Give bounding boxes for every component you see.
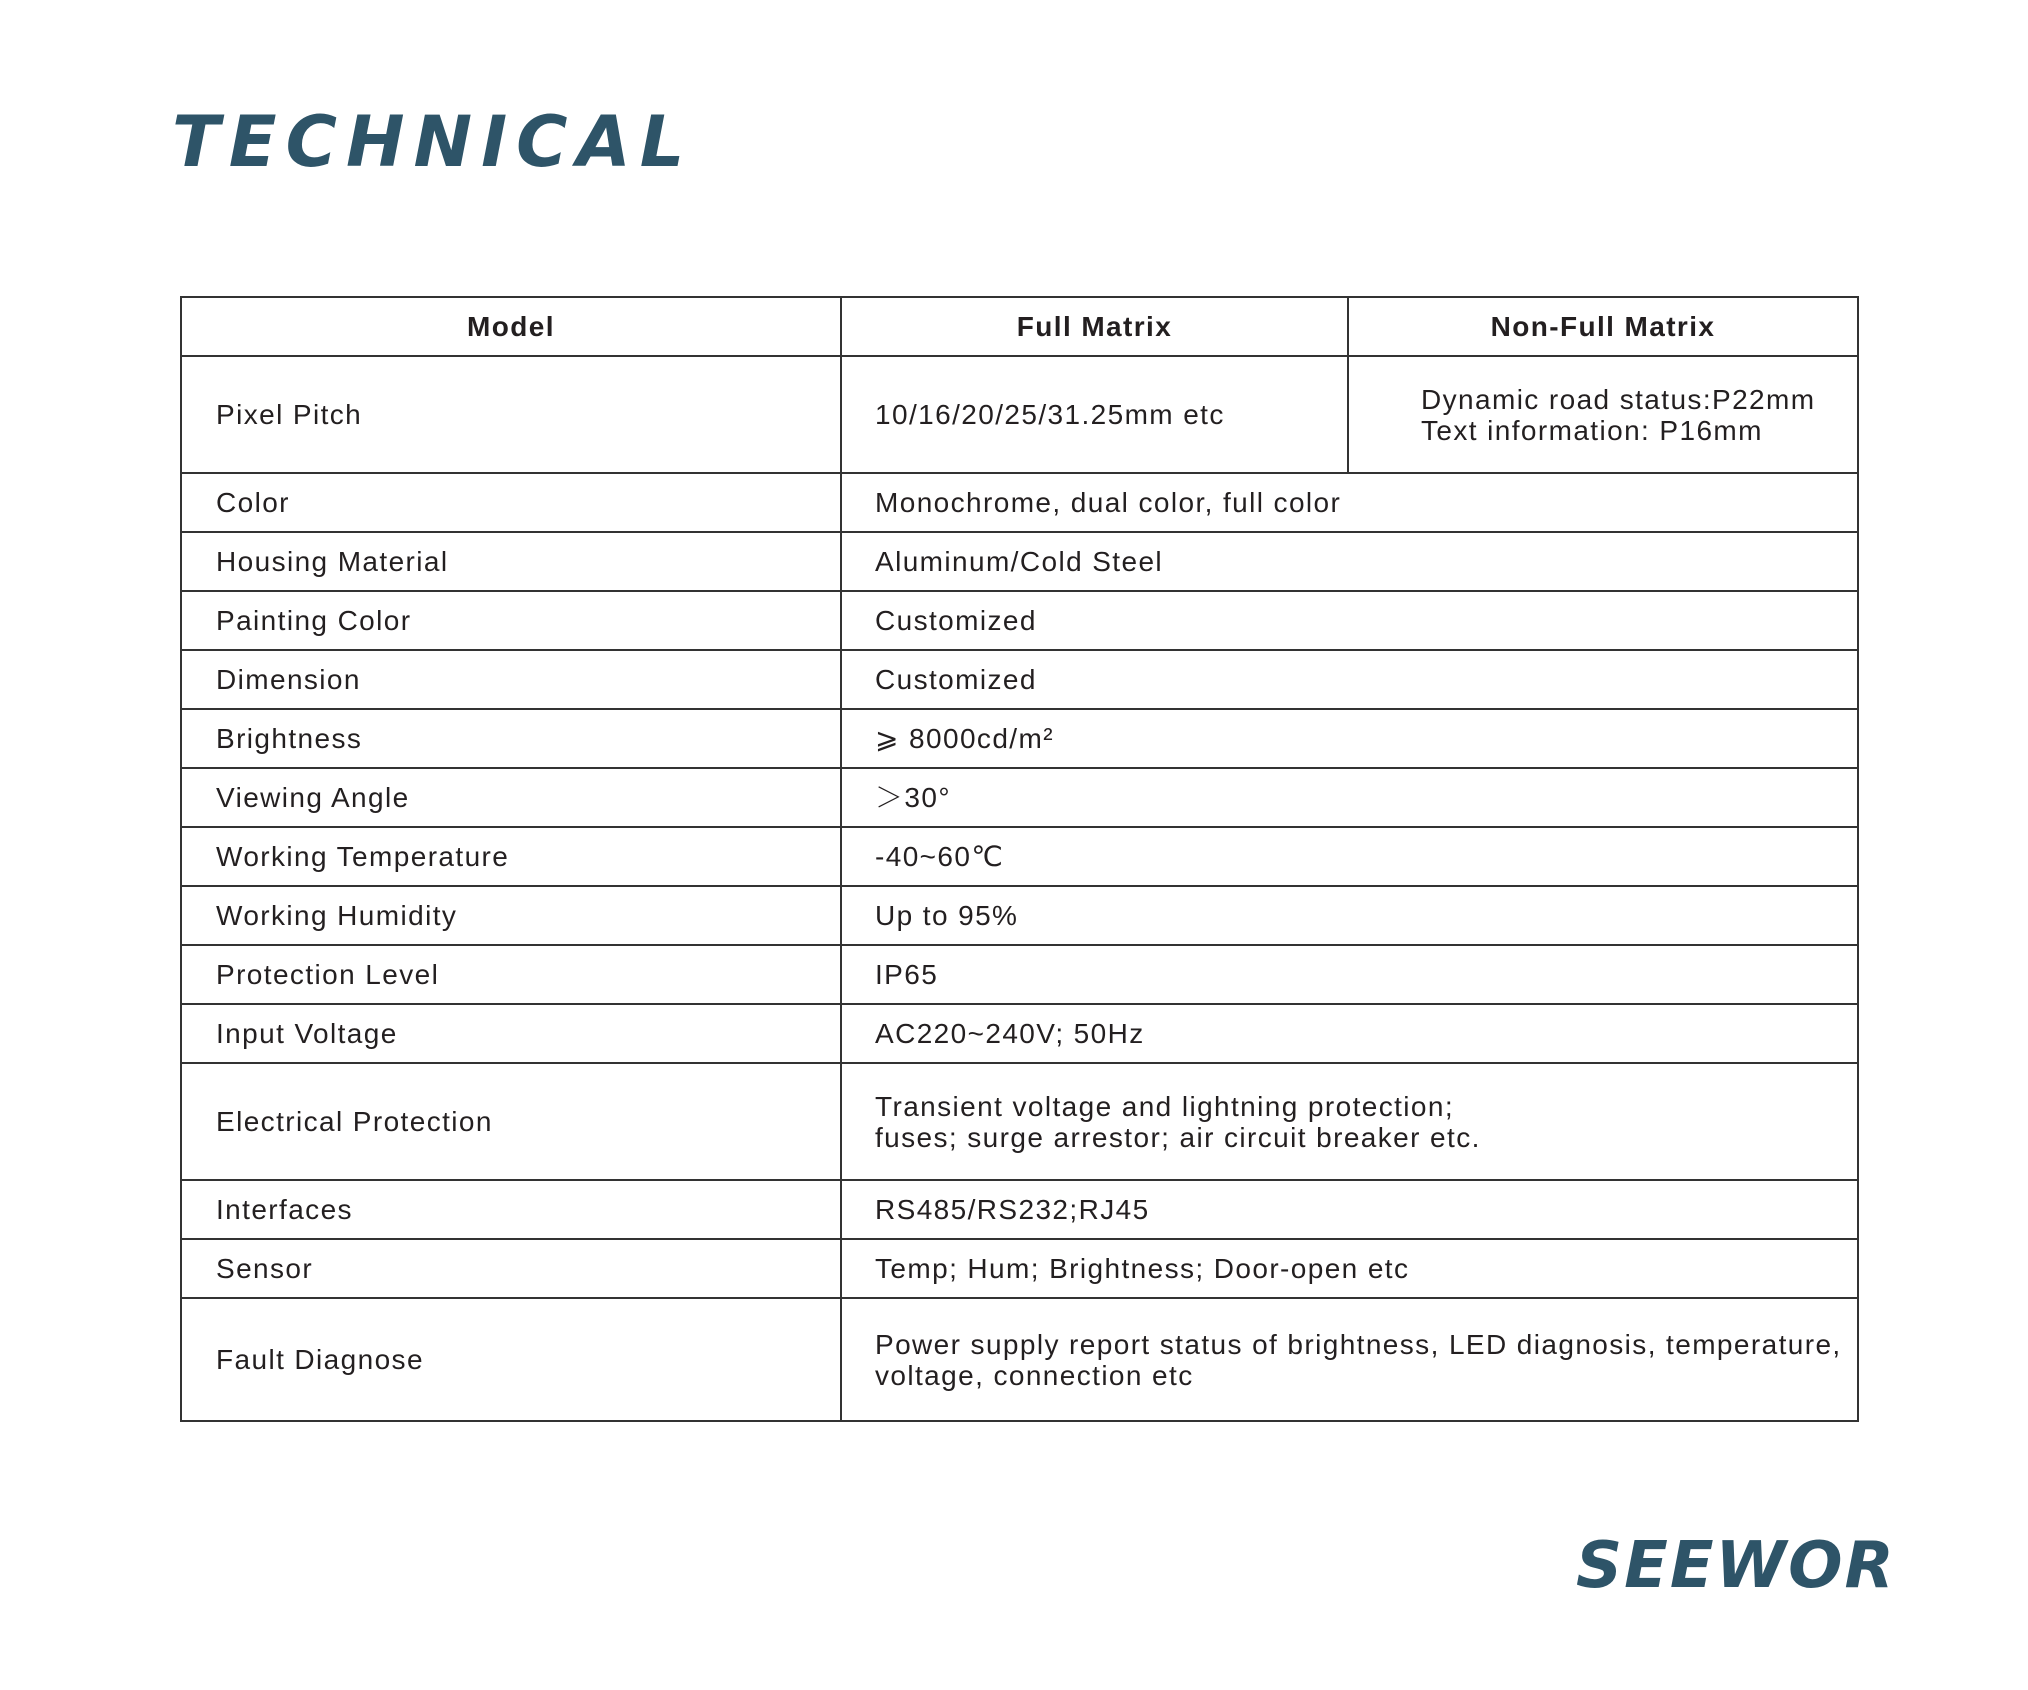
fault-diagnose-line-2: voltage, connection etc (875, 1359, 1194, 1391)
row-label-sensor: Sensor (181, 1239, 841, 1298)
row-value-electrical-protection (841, 1063, 1858, 1180)
row-label-working-temperature: Working Temperature (181, 827, 841, 886)
table-row-housing-material (181, 532, 1858, 591)
row-label-electrical-protection: Electrical Protection (181, 1063, 841, 1180)
column-header-model: Model (181, 297, 841, 356)
table-row-color (181, 473, 1858, 532)
row-label-color: Color (181, 473, 841, 532)
pixel-pitch-non-full-matrix-value (1348, 356, 1858, 473)
column-header-full-matrix: Full Matrix (841, 297, 1348, 356)
row-value-interfaces: RS485/RS232;RJ45 (841, 1180, 1858, 1239)
table-row-working-humidity (181, 886, 1858, 945)
table-row-input-voltage (181, 1004, 1858, 1063)
fault-diagnose-line-1: Power supply report status of brightness, LED diagnosis, temperature, (875, 1328, 1842, 1360)
table-row-painting-color (181, 591, 1858, 650)
row-value-working-temperature: -40~60℃ (841, 827, 1858, 886)
row-value-color: Monochrome, dual color, full color (841, 473, 1858, 532)
electrical-protection-line-1: Transient voltage and lightning protection; (875, 1090, 1455, 1122)
row-label-input-voltage: Input Voltage (181, 1004, 841, 1063)
row-value-brightness: ⩾ 8000cd/m² (841, 709, 1858, 768)
non-full-matrix-line-dynamic-road-status: Dynamic road status:P22mm (1421, 383, 1816, 415)
row-value-working-humidity: Up to 95% (841, 886, 1858, 945)
table-row-electrical-protection (181, 1063, 1858, 1180)
row-label-working-humidity: Working Humidity (181, 886, 841, 945)
row-label-protection-level: Protection Level (181, 945, 841, 1004)
table-row-protection-level (181, 945, 1858, 1004)
page-title: TECHNICAL (172, 101, 694, 183)
table-row-viewing-angle (181, 768, 1858, 827)
brand-logo: SEEWOR (1576, 1529, 1896, 1603)
pixel-pitch-full-matrix-value: 10/16/20/25/31.25mm etc (841, 356, 1348, 473)
column-header-non-full-matrix: Non-Full Matrix (1348, 297, 1858, 356)
row-label-interfaces: Interfaces (181, 1180, 841, 1239)
table-header-row (181, 297, 1858, 356)
table-row-dimension (181, 650, 1858, 709)
non-full-matrix-line-text-information: Text information: P16mm (1421, 414, 1763, 446)
table-row-interfaces (181, 1180, 1858, 1239)
table-row-brightness (181, 709, 1858, 768)
table-row-sensor (181, 1239, 1858, 1298)
row-value-sensor: Temp; Hum; Brightness; Door-open etc (841, 1239, 1858, 1298)
row-label-dimension: Dimension (181, 650, 841, 709)
row-value-protection-level: IP65 (841, 945, 1858, 1004)
row-value-dimension: Customized (841, 650, 1858, 709)
row-value-painting-color: Customized (841, 591, 1858, 650)
row-value-fault-diagnose (841, 1298, 1858, 1421)
electrical-protection-line-2: fuses; surge arrestor; air circuit breaker etc. (875, 1121, 1481, 1153)
table-row-working-temperature (181, 827, 1858, 886)
row-label-housing-material: Housing Material (181, 532, 841, 591)
row-value-housing-material: Aluminum/Cold Steel (841, 532, 1858, 591)
table-row-pixel-pitch (181, 356, 1858, 473)
row-label-brightness: Brightness (181, 709, 841, 768)
row-value-viewing-angle: ＞30° (841, 768, 1858, 827)
table-row-fault-diagnose (181, 1298, 1858, 1421)
row-label-painting-color: Painting Color (181, 591, 841, 650)
row-value-input-voltage: AC220~240V; 50Hz (841, 1004, 1858, 1063)
row-label-pixel-pitch: Pixel Pitch (181, 356, 841, 473)
row-label-fault-diagnose: Fault Diagnose (181, 1298, 841, 1421)
spec-table (180, 296, 1859, 1422)
row-label-viewing-angle: Viewing Angle (181, 768, 841, 827)
